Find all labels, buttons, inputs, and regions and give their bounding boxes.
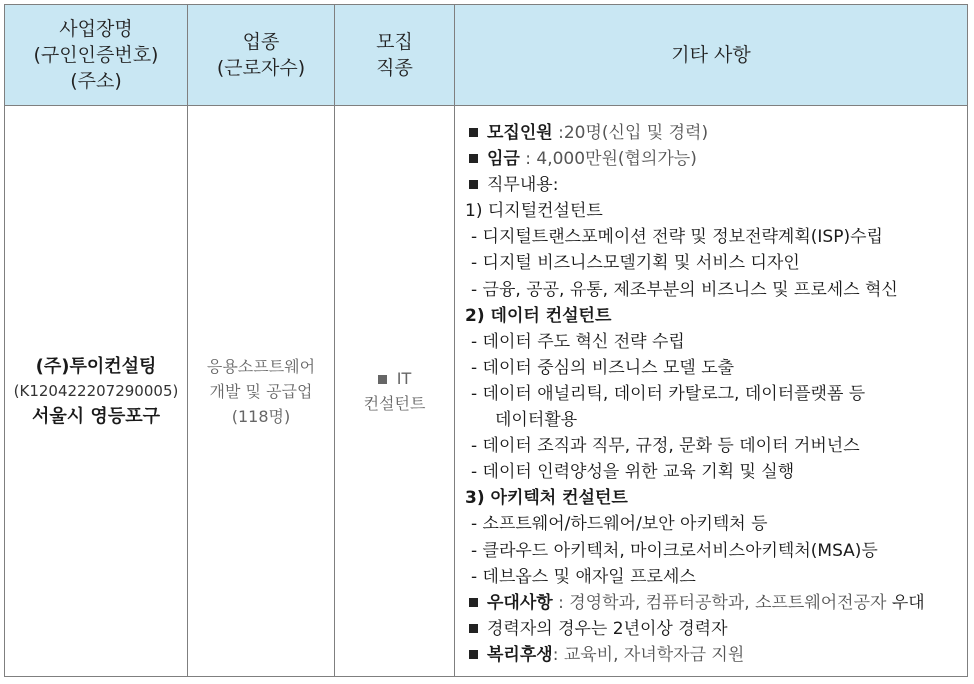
bullet-icon bbox=[469, 128, 478, 137]
bullet-icon bbox=[469, 180, 478, 189]
header-industry-line: (근로자수) bbox=[216, 57, 306, 79]
recruit-count: 모집인원 :20명(신입 및 경력) bbox=[465, 120, 967, 146]
duty-item: - 클라우드 아키텍처, 마이크로서비스아키텍처(MSA)등 bbox=[471, 540, 878, 561]
company-name: (주)투이컨설팅 bbox=[35, 355, 157, 377]
position-line: 컨설턴트 bbox=[363, 394, 426, 413]
bullet-icon bbox=[469, 650, 478, 659]
duty-item: - 디지털 비즈니스모델기획 및 서비스 디자인 bbox=[471, 253, 800, 274]
duty-item: - 데이터 애널리틱, 데이터 카탈로그, 데이터플랫폼 등 bbox=[471, 383, 866, 404]
industry-line: 응용소프트웨어 bbox=[206, 356, 316, 376]
section-title: 1) 디지털컨설턴트 bbox=[465, 201, 603, 222]
header-position-line: 직종 bbox=[376, 57, 413, 79]
duty-item: - 금융, 공공, 유통, 제조부분의 비즈니스 및 프로세스 혁신 bbox=[471, 279, 898, 300]
career-requirement: 경력자의 경우는 2년이상 경력자 bbox=[465, 616, 967, 642]
header-company-line: (구인인증번호) bbox=[33, 44, 159, 66]
duty-item: - 데브옵스 및 애자일 프로세스 bbox=[471, 566, 696, 587]
worker-count: (118명) bbox=[231, 406, 291, 426]
bullet-icon bbox=[378, 375, 387, 384]
header-industry-line: 업종 bbox=[242, 31, 280, 53]
position-line: IT bbox=[396, 369, 412, 388]
company-address: 서울시 영등포구 bbox=[32, 405, 160, 427]
details-cell bbox=[455, 106, 968, 677]
industry-line: 개발 및 공급업 bbox=[209, 381, 313, 401]
section-title: 3) 아키텍처 컨설턴트 bbox=[465, 488, 628, 509]
duty-item: - 소프트웨어/하드웨어/보안 아키텍처 등 bbox=[471, 514, 768, 535]
welfare: 복리후생: 교육비, 자녀학자금 지원 bbox=[465, 642, 967, 668]
header-row bbox=[5, 5, 968, 106]
section-title: 2) 데이터 컨설턴트 bbox=[465, 305, 612, 326]
header-details bbox=[455, 5, 968, 106]
wage: 임금 : 4,000만원(협의가능) bbox=[465, 146, 967, 172]
header-position-line: 모집 bbox=[376, 31, 413, 53]
preference: 우대사항 : 경영학과, 컴퓨터공학과, 소프트웨어전공자 우대 bbox=[465, 590, 967, 616]
header-position bbox=[335, 5, 455, 106]
header-company-line: 사업장명 bbox=[59, 18, 133, 40]
duty-item: - 디지털트랜스포메이션 전략 및 정보전략계획(ISP)수립 bbox=[471, 227, 883, 248]
duty-item: 데이터활용 bbox=[495, 410, 578, 431]
duty-item: - 데이터 인력양성을 위한 교육 기획 및 실행 bbox=[471, 462, 795, 483]
bullet-icon bbox=[469, 598, 478, 607]
header-industry bbox=[188, 5, 335, 106]
industry-cell bbox=[188, 106, 335, 677]
job-posting-table bbox=[4, 4, 968, 677]
duty-item: - 데이터 주도 혁신 전략 수립 bbox=[471, 331, 685, 352]
header-details-label: 기타 사항 bbox=[671, 44, 751, 66]
bullet-icon bbox=[469, 624, 478, 633]
duty-item: - 데이터 중심의 비즈니스 모델 도출 bbox=[471, 357, 735, 378]
header-company-line: (주소) bbox=[70, 70, 122, 92]
company-reg-number: (K120422207290005) bbox=[13, 381, 179, 400]
duty-item: - 데이터 조직과 직무, 규정, 문화 등 데이터 거버넌스 bbox=[471, 436, 860, 457]
bullet-icon bbox=[469, 154, 478, 163]
header-company bbox=[5, 5, 188, 106]
company-cell bbox=[5, 106, 188, 677]
duty-label: 직무내용: bbox=[465, 172, 967, 198]
position-cell bbox=[335, 106, 455, 677]
posting-row bbox=[5, 106, 968, 677]
